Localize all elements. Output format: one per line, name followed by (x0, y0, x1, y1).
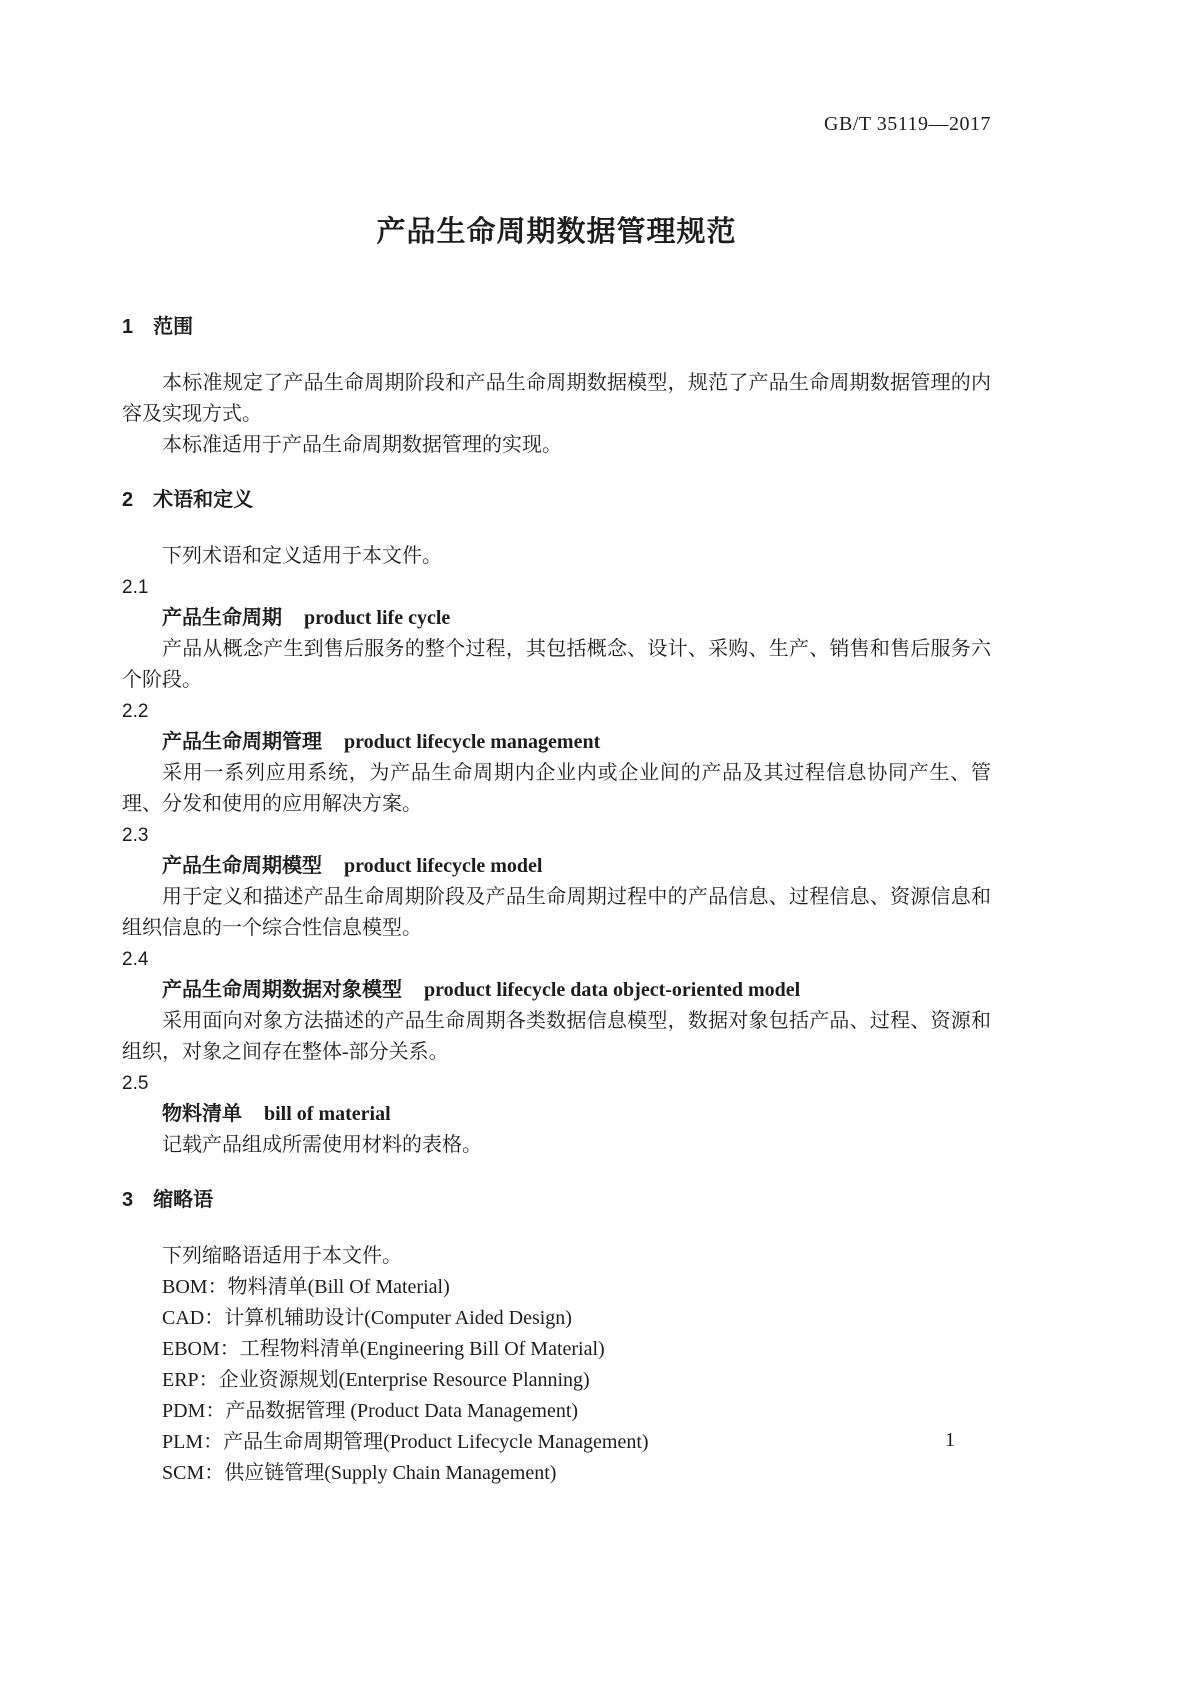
term-definition: 用于定义和描述产品生命周期阶段及产品生命周期过程中的产品信息、过程信息、资源信息和组织信息的一个综合性信息模型。 (122, 886, 991, 939)
section-1-heading (122, 312, 991, 343)
clause-number: 2.3 (122, 825, 149, 846)
section-terms (122, 485, 991, 1161)
clause-number: 2.1 (122, 577, 149, 598)
scope-paragraph: 本标准规定了产品生命周期阶段和产品生命周期数据模型，规范了产品生命周期数据管理的内容及实现方式。 (122, 372, 991, 425)
abbreviation-item: PDM：产品数据管理 (Product Data Management) (162, 1400, 579, 1422)
abbreviation-item: EBOM：工程物料清单(Engineering Bill Of Material) (162, 1338, 605, 1360)
page-number: 1 (945, 1429, 955, 1451)
section-3-heading (122, 1185, 991, 1216)
section-1-number: 1 (122, 316, 134, 338)
abbreviation-item: ERP：企业资源规划(Enterprise Resource Planning) (162, 1369, 590, 1391)
clause-number: 2.2 (122, 701, 149, 722)
term-zh: 产品生命周期管理 (162, 731, 322, 753)
term-definition: 记载产品组成所需使用材料的表格。 (162, 1134, 482, 1156)
term-line (122, 975, 991, 1006)
abbreviation-item: BOM：物料清单(Bill Of Material) (162, 1276, 450, 1298)
term-line (122, 1099, 991, 1130)
scope-paragraph: 本标准适用于产品生命周期数据管理的实现。 (162, 434, 562, 456)
section-3-title: 缩略语 (153, 1189, 214, 1211)
abbreviations-intro: 下列缩略语适用于本文件。 (162, 1245, 402, 1267)
term-line (122, 727, 991, 758)
term-zh: 产品生命周期 (162, 607, 282, 629)
section-1-title: 范围 (153, 316, 194, 338)
abbreviation-item: PLM：产品生命周期管理(Product Lifecycle Management) (162, 1431, 649, 1453)
term-en: product lifecycle model (344, 855, 543, 877)
page-title: 产品生命周期数据管理规范 (376, 216, 737, 248)
section-2-title: 术语和定义 (153, 489, 254, 511)
term-en: product life cycle (304, 607, 451, 629)
term-zh: 产品生命周期模型 (162, 855, 322, 877)
abbreviation-item: SCM：供应链管理(Supply Chain Management) (162, 1462, 557, 1484)
terms-intro: 下列术语和定义适用于本文件。 (162, 545, 442, 567)
section-3-number: 3 (122, 1189, 134, 1211)
section-2-heading (122, 485, 991, 516)
term-line (122, 603, 991, 634)
term-en: product lifecycle data object-oriented model (424, 979, 801, 1001)
clause-number: 2.5 (122, 1073, 149, 1094)
term-zh: 物料清单 (162, 1103, 242, 1125)
section-2-number: 2 (122, 489, 134, 511)
term-definition: 采用一系列应用系统，为产品生命周期内企业内或企业间的产品及其过程信息协同产生、管理、分发和使用的应用解决方案。 (122, 762, 991, 815)
term-en: bill of material (264, 1103, 391, 1125)
term-block (122, 696, 991, 820)
abbreviation-item: CAD：计算机辅助设计(Computer Aided Design) (162, 1307, 572, 1329)
term-line (122, 851, 991, 882)
term-definition: 采用面向对象方法描述的产品生命周期各类数据信息模型，数据对象包括产品、过程、资源和组织，对象之间存在整体-部分关系。 (122, 1010, 991, 1063)
doc-number: GB/T 35119—2017 (824, 113, 991, 135)
clause-number: 2.4 (122, 949, 149, 970)
term-block (122, 572, 991, 696)
term-block (122, 1068, 991, 1161)
term-en: product lifecycle management (344, 731, 601, 753)
term-zh: 产品生命周期数据对象模型 (162, 979, 402, 1001)
term-block (122, 944, 991, 1068)
term-block (122, 820, 991, 944)
term-definition: 产品从概念产生到售后服务的整个过程，其包括概念、设计、采购、生产、销售和售后服务六个阶段。 (122, 638, 991, 691)
section-scope (122, 312, 991, 461)
section-abbreviations (122, 1185, 991, 1489)
